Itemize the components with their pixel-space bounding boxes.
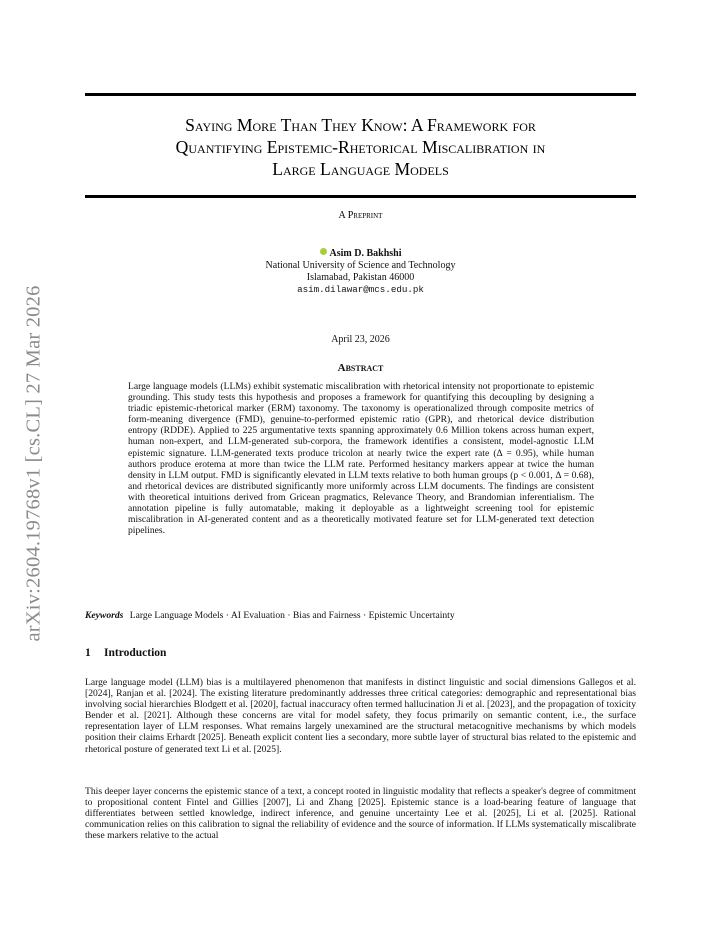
- author-line: [85, 248, 636, 260]
- title-line-2: Quantifying Epistemic-Rhetorical Miscalibration in: [175, 137, 546, 157]
- author-block: [85, 248, 636, 296]
- arxiv-id-text[interactable]: arXiv:2604.19768v1 [cs.CL] 27 Mar 2026: [22, 284, 45, 642]
- title-top-rule: [85, 93, 636, 96]
- title-line-3: Large Language Models: [272, 159, 449, 179]
- arxiv-sidebar-stamp: [18, 258, 50, 668]
- abstract-heading: Abstract: [337, 362, 384, 374]
- title-bottom-rule: [85, 195, 636, 198]
- abstract-text: Large language models (LLMs) exhibit systematic miscalibration with rhetorical intensity not proportionate to epistemic grounding. This study tests this hypothesis and proposes a framework for quantifying this decoupling by designing a triadic epistemic-rhetorical marker (ERM) taxonomy. The taxonomy is operationalized through composite metrics of form-meaning divergence (FMD), genuine-to-performed epistemic ratio (GPR), and rhetorical device distribution entropy (RDDE). Applied to 225 argumentative texts spanning approximately 0.6 Million tokens across human expert, human non-expert, and LLM-generated sub-corpora, the framework identifies a consistent, model-agnostic LLM epistemic signature. LLM-generated texts produce tricolon at nearly twice the expert rate (Δ = 0.95), while human authors produce erotema at more than twice the LLM rate. Performed hesitancy markers appear at twice the human density in LLM output. FMD is significantly elevated in LLM texts relative to both human groups (p < 0.001, Δ = 0.68), and rhetorical devices are distributed significantly more uniformly across LLM documents. The findings are consistent with theoretical intuitions derived from Gricean pragmatics, Relevance Theory, and Brandomian inferentialism. The annotation pipeline is fully automatable, making it deployable as a lightweight screening tool for epistemic miscalibration in AI-generated content and as a theoretically motivated feature set for LLM-generated text detection pipelines.: [128, 381, 594, 537]
- keywords-label: Keywords: [85, 610, 124, 621]
- section-number: 1: [85, 647, 91, 659]
- intro-paragraph-1: Large language model (LLM) bias is a multilayered phenomenon that manifests in distinct linguistic and social dimensions Gallegos et al. [2024], Ranjan et al. [2024]. The existing literature predominantly addresses three critical categories: demographic and representational bias involving social hierarchies Blodgett et al. [2020], factual inaccuracy often termed hallucination Ji et al. [2023], and the propagation of toxicity Bender et al. [2021]. Although these concerns are vital for model safety, they focus primarily on semantic content, i.e., the surface representation layer of LLM responses. What remains largely unexamined are the structural metacognitive mechanisms by which models position their claims Erhardt [2025]. Beneath explicit content lies a secondary, more subtle layer of structural bias related to the epistemic and rhetorical posture of generated text Li et al. [2025].: [85, 677, 636, 755]
- section-title: Introduction: [104, 647, 167, 659]
- author-name: Asim D. Bakhshi: [329, 248, 402, 259]
- orcid-icon[interactable]: [320, 248, 327, 255]
- section-heading-introduction: [85, 647, 636, 659]
- paper-date: April 23, 2026: [331, 334, 390, 345]
- author-affiliation: National University of Science and Technology: [265, 260, 456, 271]
- preprint-label: A Preprint: [338, 210, 383, 221]
- paper-title: [85, 114, 636, 180]
- keywords-text: Large Language Models · AI Evaluation · Bias and Fairness · Epistemic Uncertainty: [129, 610, 455, 621]
- title-line-1: Saying More Than They Know: A Framework for: [185, 115, 536, 135]
- keywords-line: [85, 610, 636, 621]
- intro-paragraph-2: This deeper layer concerns the epistemic stance of a text, a concept rooted in linguistic modality that reflects a speaker's degree of commitment to propositional content Fintel and Gillies [2007], Li and Zhang [2025]. Epistemic stance is a load-bearing feature of language that differentiates between settled knowledge, indirect inference, and genuine uncertainty Lee et al. [2025], Li et al. [2025]. Rational communication relies on this calibration to signal the reliability of evidence and the source of information. If LLMs systematically miscalibrate these markers relative to the actual: [85, 786, 636, 842]
- author-location: Islamabad, Pakistan 46000: [306, 272, 415, 283]
- author-email[interactable]: asim.dilawar@mcs.edu.pk: [297, 284, 424, 295]
